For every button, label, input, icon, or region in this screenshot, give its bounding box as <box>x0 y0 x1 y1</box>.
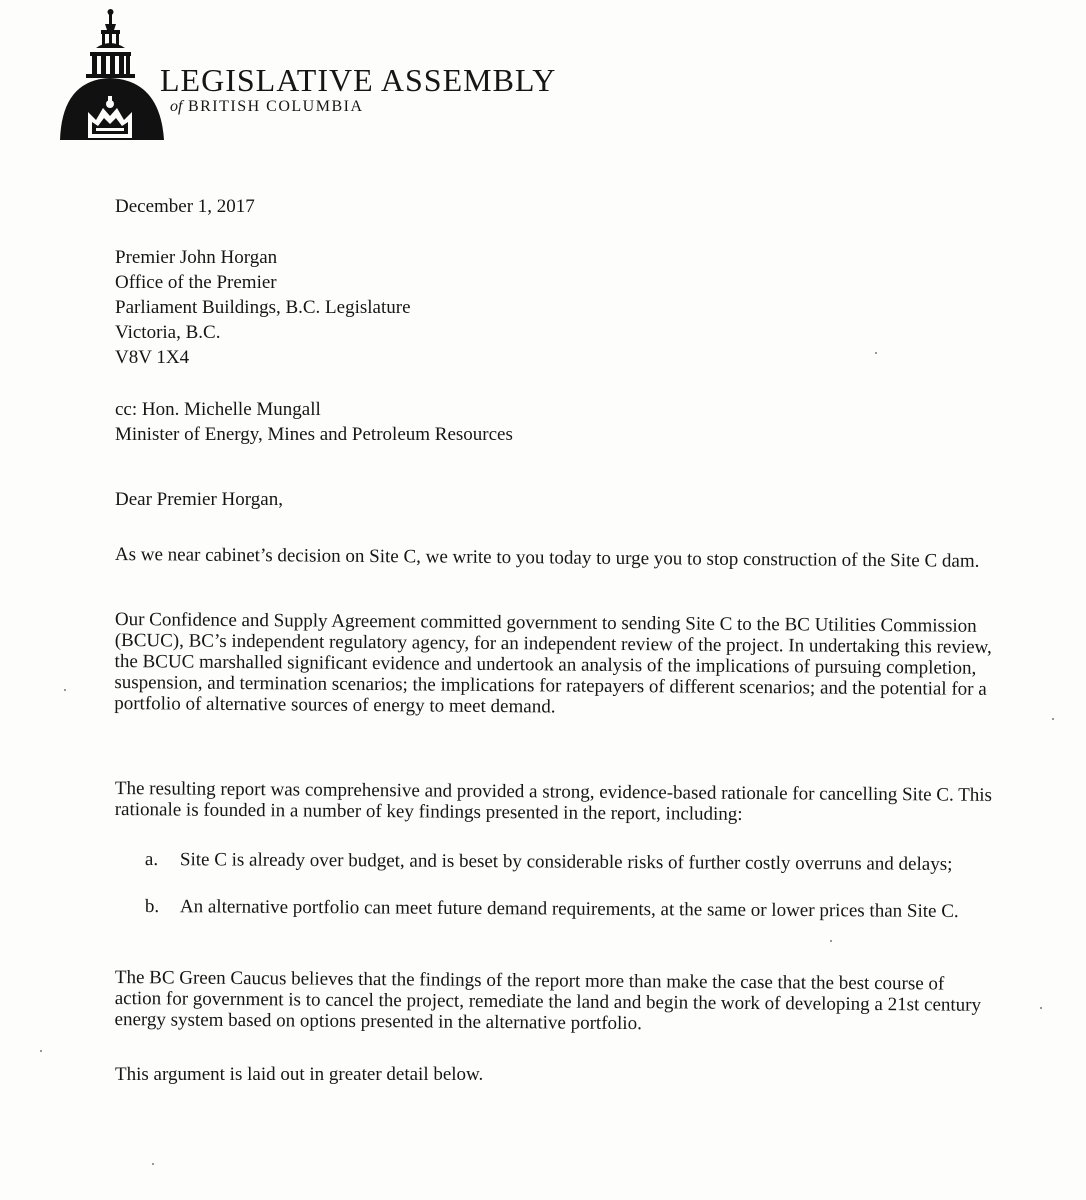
recipient-name: Premier John Horgan <box>115 247 278 268</box>
list-item <box>145 850 995 875</box>
letterhead-subtitle <box>170 98 364 116</box>
letterhead-sub-of: of <box>170 98 183 115</box>
paragraph-2: Our Confidence and Supply Agreement committed government to sending Site C to the BC Utilities Commission (BCUC), BC’s independent regulatory agency, for an independent review of the project. In undertaking this review, the BCUC marshalled significant evidence and undertook an analysis of the implications of pursuing completion, suspension, and termination scenarios; the implications for ratepayers of different scenarios; and the potential for a portfolio of alternative sources of energy to meet demand. <box>114 609 992 718</box>
recipient-building: Parliament Buildings, B.C. Legislature <box>115 297 411 318</box>
salutation: Dear Premier Horgan, <box>115 489 283 510</box>
letterhead-sub-rest: BRITISH COLUMBIA <box>187 98 364 115</box>
paragraph-5: This argument is laid out in greater detail below. <box>115 1064 484 1085</box>
scan-speck <box>1052 718 1054 720</box>
recipient-office: Office of the Premier <box>115 272 277 293</box>
list-item <box>145 897 995 922</box>
legislature-dome-logo-icon <box>58 8 168 142</box>
paragraph-3: The resulting report was comprehensive and provided a strong, evidence-based rationale for cancelling Site C. This rationale is founded in a number of key findings presented in the report, including: <box>114 778 993 825</box>
list-item-text-a: Site C is already over budget, and is beset by considerable risks of further costly overruns and delays; <box>179 849 953 875</box>
list-marker-b: b. <box>144 896 160 918</box>
list-marker-a: a. <box>144 849 159 871</box>
scan-speck <box>40 1050 42 1052</box>
list-item-text-b: An alternative portfolio can meet future demand requirements, at the same or lower prices than Site C. <box>179 896 959 922</box>
scan-speck <box>830 940 832 942</box>
scan-speck <box>875 352 877 354</box>
scan-speck <box>64 689 66 691</box>
recipient-city: Victoria, B.C. <box>115 322 221 343</box>
scan-speck <box>1040 1007 1042 1009</box>
letter-date: December 1, 2017 <box>115 196 255 217</box>
scan-speck <box>152 1163 154 1165</box>
paragraph-4: The BC Green Caucus believes that the findings of the report more than make the case that the best course of action for government is to cancel the project, remediate the land and begin the work of developing a 21st century energy system based on options presented in the alternative portfolio. <box>114 967 982 1035</box>
recipient-postal: V8V 1X4 <box>115 347 190 368</box>
cc-line-1: cc: Hon. Michelle Mungall <box>115 399 321 420</box>
paragraph-1: As we near cabinet’s decision on Site C, we write to you today to urge you to stop construction of the Site C dam. <box>114 544 980 572</box>
cc-line-2: Minister of Energy, Mines and Petroleum Resources <box>115 424 513 445</box>
letterhead-title: LEGISLATIVE ASSEMBLY <box>160 62 557 98</box>
